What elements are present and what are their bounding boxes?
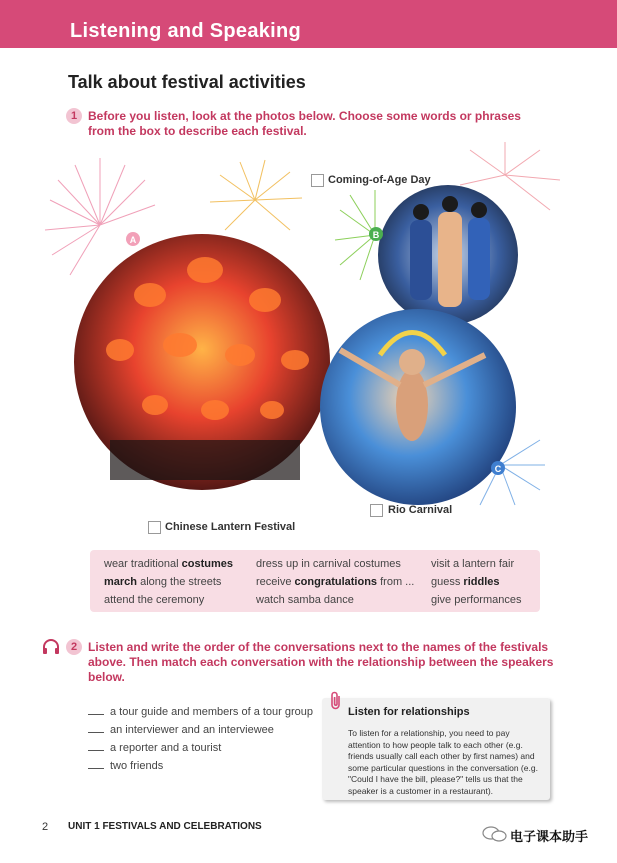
phrase-2-1: dress up in carnival costumes <box>256 558 401 570</box>
photo-letter-b: B <box>372 230 380 240</box>
tip-box <box>322 698 550 800</box>
phrase-1-1: wear traditional costumes <box>104 558 234 570</box>
question-2-line-1: Listen and write the order of the conversations next to the names of the festivals <box>88 640 549 654</box>
phrase-3-2: guess riddles <box>431 576 500 588</box>
relationship-item-4: two friends <box>88 760 163 772</box>
phrase-1-3: attend the ceremony <box>104 594 205 606</box>
page-number: 2 <box>42 821 49 833</box>
question-2-line-2: above. Then match each conversation with the relationship between the speakers <box>88 655 554 669</box>
relationship-item-3: a reporter and a tourist <box>88 742 221 754</box>
photo-letter-a: A <box>129 235 137 245</box>
section-title: Talk about festival activities <box>68 72 306 92</box>
question-1-number: 1 <box>66 108 82 124</box>
kimono-figures <box>410 196 490 307</box>
relationship-item-1: a tour guide and members of a tour group <box>88 706 313 718</box>
answer-blank-3[interactable] <box>88 750 104 751</box>
checkbox-rio-carnival[interactable] <box>370 504 383 517</box>
headphones-icon <box>42 639 60 655</box>
crowd-shadow <box>110 440 300 480</box>
question-2-line-3: below. <box>88 670 125 684</box>
photo-letter-c: C <box>494 464 502 474</box>
answer-blank-4[interactable] <box>88 768 104 769</box>
phrase-1-2: march along the streets <box>104 576 222 588</box>
checkbox-chinese-lantern-festival[interactable] <box>148 521 161 534</box>
firework-decoration-green <box>335 190 375 280</box>
answer-blank-2[interactable] <box>88 732 104 733</box>
relationship-item-2: an interviewer and an interviewee <box>88 724 274 736</box>
tip-body: To listen for a relationship, you need to pay attention to how people talk to each other (e.g. friends usually call each other by first names) and some particular questions in the conversation (e.g. "Could I have the bill, please?" tells us that the speaker is a customer in a restaurant). <box>348 728 538 796</box>
phrase-3-3: give performances <box>431 594 522 606</box>
question-1-line-1: Before you listen, look at the photos below. Choose some words or phrases <box>88 109 521 123</box>
question-2-number: 2 <box>66 639 82 655</box>
label-chinese-lantern-festival: Chinese Lantern Festival <box>165 521 296 533</box>
festival-photos <box>40 140 600 540</box>
checkbox-coming-of-age-day[interactable] <box>311 174 324 187</box>
question-1-line-2: from the box to describe each festival. <box>88 124 307 138</box>
phrase-box <box>90 550 540 612</box>
phrase-2-3: watch samba dance <box>256 594 354 606</box>
header-title: Listening and Speaking <box>70 20 302 42</box>
watermark-text: 电子课本助手 <box>510 830 589 845</box>
tip-title: Listen for relationships <box>348 706 470 718</box>
firework-decoration-top <box>210 160 302 230</box>
label-coming-of-age-day: Coming-of-Age Day <box>328 174 431 186</box>
phrase-2-2: receive congratulations from ... <box>256 576 415 588</box>
label-rio-carnival: Rio Carnival <box>388 504 453 516</box>
answer-blank-1[interactable] <box>88 714 104 715</box>
paperclip-icon <box>328 690 344 712</box>
unit-title: UNIT 1 FESTIVALS AND CELEBRATIONS <box>68 821 262 832</box>
wechat-icon <box>482 826 508 842</box>
phrase-3-1: visit a lantern fair <box>431 558 515 570</box>
